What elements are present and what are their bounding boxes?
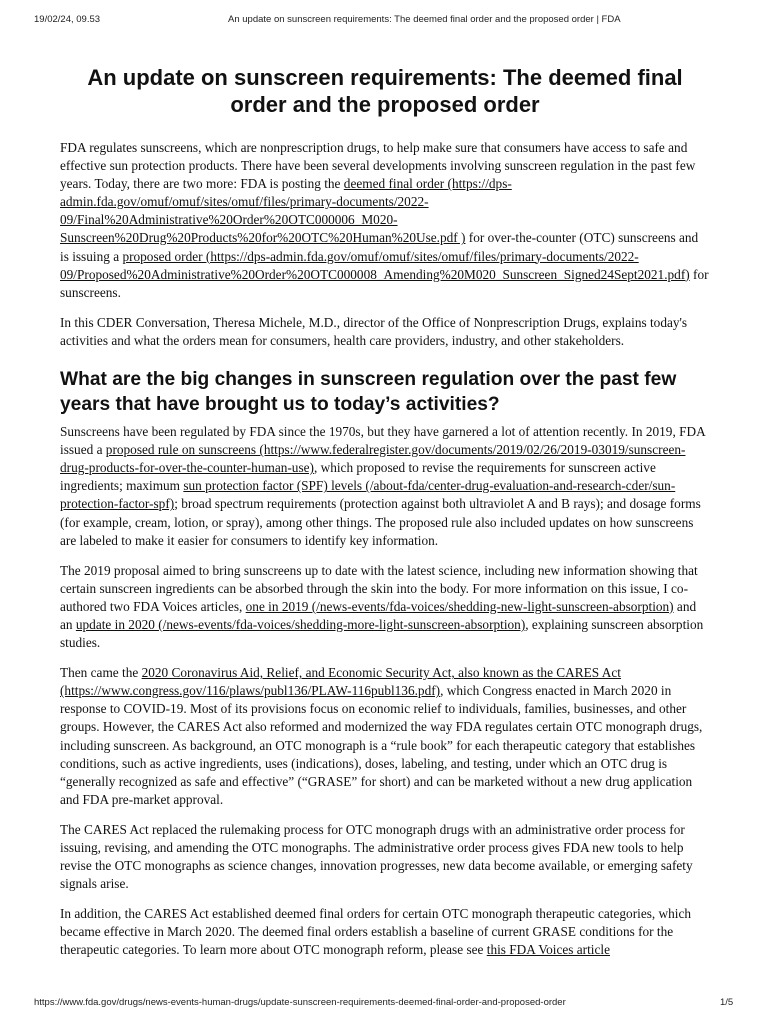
article [60,64,710,972]
link-cares-act[interactable]: 2020 Coronavirus Aid, Relief, and Economic Security Act, also known as the CARES Act (https://www.congress.gov/116/plaws/publ136/PLAW-116publ136.pdf) [60,665,621,699]
text: FDA regulates sunscreens, which are nonprescription drugs, to help make sure that consumers have access to safe and effective sun protection products. There have been several developments involving sunscreen regulation in the past few years. Today, there are two more: FDA is posting the [60,140,696,192]
paragraph-cares-act [60,664,710,809]
paragraph-2019-proposal [60,562,710,652]
print-url: https://www.fda.gov/drugs/news-events-human-drugs/update-sunscreen-requirements-deemed-final-order-and-proposed-order [34,997,566,1008]
link-proposed-order[interactable]: proposed order (https://dps-admin.fda.gov/omuf/omuf/sites/omuf/files/primary-documents/2022-09/Proposed%20Administrative%20Order%20OTC000008_Amending%20M020_Sunscreen_Signed24Sept2021.pdf) [60,248,690,282]
link-spf-levels[interactable]: sun protection factor (SPF) levels (/about-fda/center-drug-evaluation-and-research-cder/sun-protection-factor-spf) [60,478,676,512]
paragraph-cder-conversation: In this CDER Conversation, Theresa Michele, M.D., director of the Office of Nonprescription Drugs, explains today's activities and what the orders mean for consumers, health care providers, industry, and other stakeholders. [60,314,688,348]
paragraph-administrative-order: The CARES Act replaced the rulemaking process for OTC monograph drugs with an administrative order process for issuing, revising, and amending the OTC monographs. The administrative order process gives FDA new tools to help revise the OTC monographs as science changes, innovation progresses, new data become available, or emerging safety signals arise. [60,821,693,892]
text: and an [60,598,697,632]
text: , which Congress enacted in March 2020 in response to COVID-19. Most of its provisions focus on economic relief to individuals, families, businesses, and other groups. However, the CARES Act also reformed and modernized the way FDA regulates certain OTC monograph drugs, including sunscreen. As background, an OTC monograph is a “rule book” for each therapeutic category that establishes conditions, such as active ingredients, uses (indications), doses, labeling, and testing, under which an OTC drug is “generally recognized as safe and effective” (“GRASE” for short) and can be marketed without a new drug application and FDA pre-market approval. [60,683,703,807]
text: , which proposed to revise the requirements for sunscreen active ingredients; maximum [60,460,656,494]
text: for over-the-counter (OTC) sunscreens and is issuing a [60,230,699,264]
print-datetime: 19/02/24, 09.53 [34,14,101,25]
text: ; broad spectrum requirements (protection against both ultraviolet A and B rays); and dosage forms (for example, cream, lotion, or spray), among other things. The proposed rule also included updates on how sunscreens are labeled to make it easier for consumers to identify key information. [60,496,701,548]
link-fda-voices-article[interactable]: this FDA Voices article [486,942,610,958]
section-heading: What are the big changes in sunscreen regulation over the past few years that have brought us to today’s activities? [60,369,677,416]
print-page-title: An update on sunscreen requirements: The deemed final order and the proposed order | FDA [228,14,621,25]
article-title: An update on sunscreen requirements: The deemed final order and the proposed order [87,65,683,117]
paragraph-2019-rule [60,423,710,550]
link-voices-2020[interactable]: update in 2020 (/news-events/fda-voices/shedding-more-light-sunscreen-absorption) [75,616,526,632]
text: Sunscreens have been regulated by FDA since the 1970s, but they have garnered a lot of attention recently. In 2019, FDA issued a [60,424,705,458]
text: The 2019 proposal aimed to bring sunscreens up to date with the latest science, including new information showing that certain sunscreen ingredients can be absorbed through the skin into the body. For more information on this issue, I co-authored two FDA Voices articles, [60,562,698,614]
link-voices-2019[interactable]: one in 2019 (/news-events/fda-voices/shedding-new-light-sunscreen-absorption) [245,598,674,614]
link-proposed-rule[interactable]: proposed rule on sunscreens (https://www.federalregister.gov/documents/2019/02/26/2019-03019/sunscreen-drug-products-for-over-the-counter-human-use) [60,442,686,476]
text: for sunscreens. [60,266,709,300]
paragraph-deemed-final-orders [60,905,710,959]
text: Then came the [60,665,142,681]
link-deemed-final-order[interactable]: deemed final order (https://dps-admin.fda.gov/omuf/omuf/sites/omuf/files/primary-documents/2022-09/Final%20Administrative%20Order%20OTC000006_M020-Sunscreen%20Drug%20Products%20for%20OTC%20Human%20Use.pdf ) [60,176,512,246]
text: In addition, the CARES Act established deemed final orders for certain OTC monograph therapeutic categories, which became effective in March 2020. The deemed final orders establish a baseline of current GRASE conditions for the therapeutic categories. To learn more about OTC monograph reform, please see [60,906,692,958]
text: , explaining sunscreen absorption studies. [60,616,704,651]
page-number: 1/5 [720,997,734,1008]
paragraph-intro [60,139,710,302]
